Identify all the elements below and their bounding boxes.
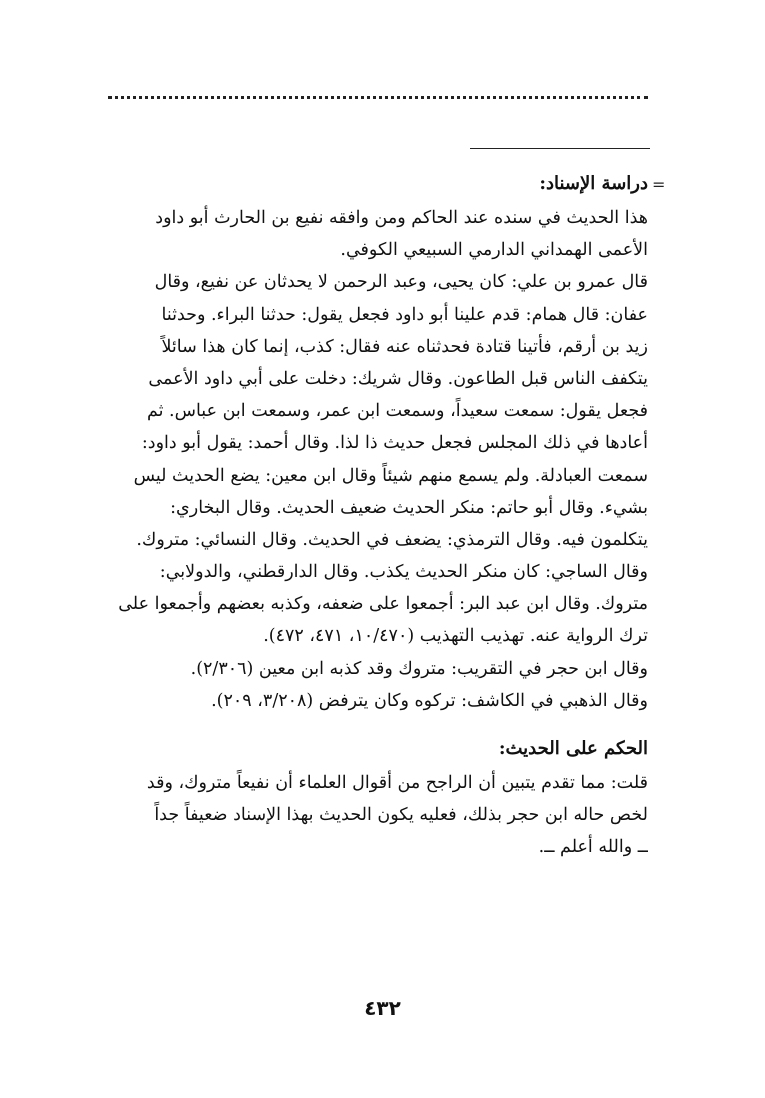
text-line: زيد بن أرقم، فأتينا قتادة فحدثناه عنه فقال: كذب، إنما كان هذا سائلاً (161, 336, 648, 357)
margin-mark: = (652, 175, 666, 194)
text-line: بشيء. وقال أبو حاتم: منكر الحديث ضعيف الحديث. وقال البخاري: (170, 497, 648, 518)
text-line: قال عمرو بن علي: كان يحيى، وعبد الرحمن لا يحدثان عن نفيع، وقال (154, 272, 648, 293)
text-line: وقال الساجي: كان منكر الحديث يكذب. وقال الدارقطني، والدولابي: (159, 562, 648, 583)
text-line: قلت: مما تقدم يتبين أن الراجح من أقوال العلماء أن نفيعاً متروك، وقد (146, 773, 648, 793)
text-line: ترك الرواية عنه. تهذيب التهذيب (١٠/٤٧٠، ٤٧١، ٤٧٢). (263, 626, 648, 647)
text-line: سمعت العبادلة. ولم يسمع منهم شيئاً وقال ابن معين: يضع الحديث ليس (133, 465, 648, 486)
page-number: ٤٣٢ (364, 996, 401, 1020)
text-line: وقال الذهبي في الكاشف: تركوه وكان يترفض (٣/٢٠٨، ٢٠٩). (211, 690, 648, 711)
dotted-separator (108, 96, 648, 107)
text-line: عفان: قال همام: قدم علينا أبو داود فجعل يقول: حدثنا البراء. وحدثنا (161, 304, 648, 325)
text-line: يتكلمون فيه. وقال الترمذي: يضعف في الحديث. وقال النسائي: متروك. (136, 529, 648, 550)
text-line: ــ والله أعلم ــ. (538, 837, 648, 858)
text-line: الأعمى الهمداني الدارمي السبيعي الكوفي. (340, 240, 648, 261)
section-heading-isnad: دراسة الإسناد: (539, 173, 648, 194)
text-line: يتكفف الناس قبل الطاعون. وقال شريك: دخلت على أبي داود الأعمى (148, 368, 648, 389)
text-line: أعادها في ذلك المجلس فجعل حديث ذا لذا. وقال أحمد: يقول أبو داود: (141, 433, 648, 454)
text-line: فجعل يقول: سمعت سعيداً، وسمعت ابن عمر، وسمعت ابن عباس. ثم (146, 401, 648, 422)
text-line: هذا الحديث في سنده عند الحاكم ومن وافقه نفيع بن الحارث أبو داود (155, 208, 648, 228)
text-line: متروك. وقال ابن عبد البر: أجمعوا على ضعفه، وكذبه بعضهم وأجمعوا على (118, 594, 648, 615)
section-heading-ruling: الحكم على الحديث: (498, 738, 648, 759)
section-gap (100, 717, 648, 731)
main-text (100, 166, 648, 864)
text-line: لخص حاله ابن حجر بذلك، فعليه يكون الحديث بهذا الإسناد ضعيفاً جداً (154, 805, 648, 826)
text-line: وقال ابن حجر في التقريب: متروك وقد كذبه ابن معين (٢/٣٠٦). (190, 658, 648, 679)
footnote-rule (470, 148, 650, 149)
